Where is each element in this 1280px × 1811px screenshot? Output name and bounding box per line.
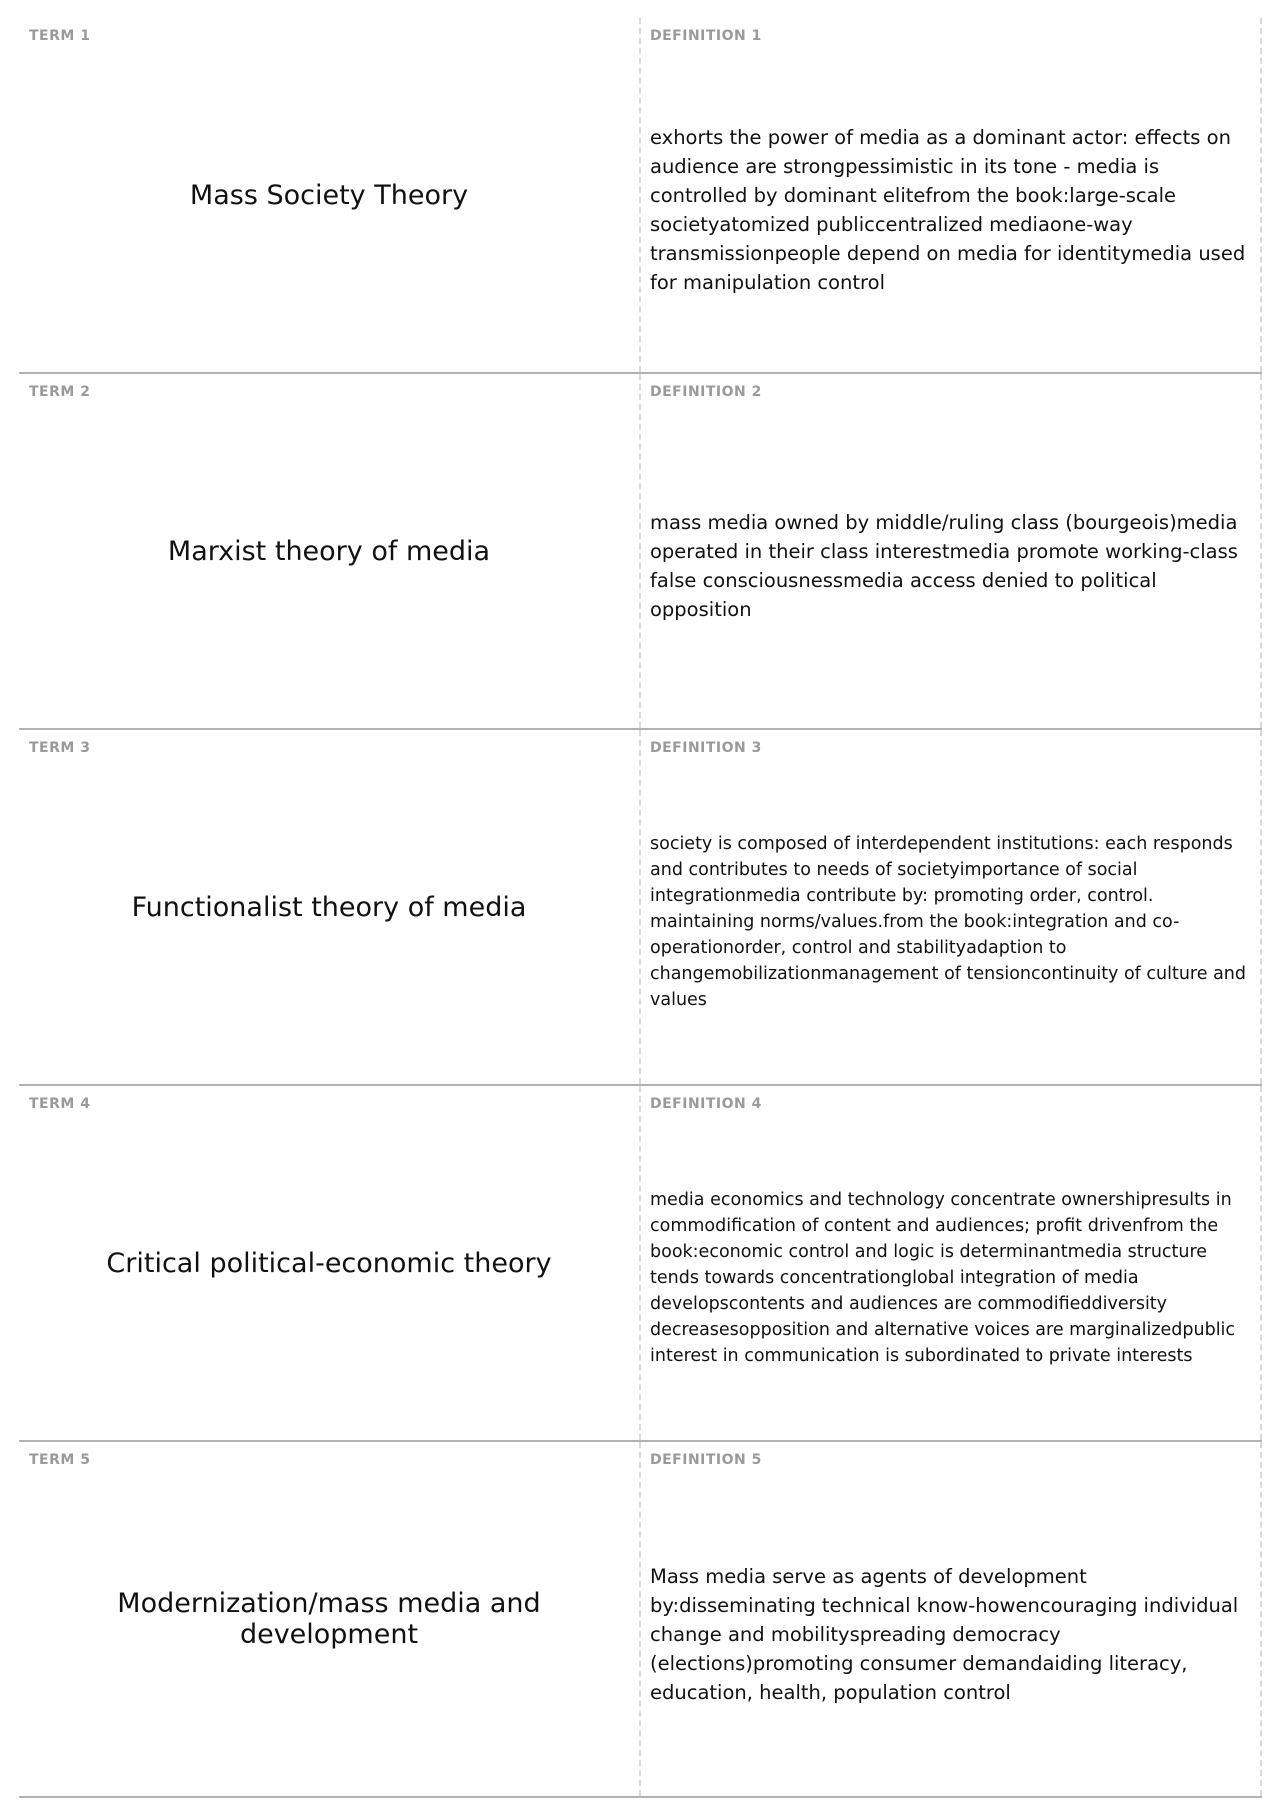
term-value: Marxist theory of media [167,535,491,567]
definition-value: exhorts the power of media as a dominant actor: effects on audience are strongpessimistic in its tone - media is controlled by dominant elitefrom the book:large-scale societyatomized publiccentralized mediaone-way transmissionpeople depend on media for identitymedia used for manipulation control [650,126,1246,294]
term-cell [19,1442,641,1796]
term-value: Modernization/mass media and development [117,1588,541,1650]
definition-cell [641,730,1262,1084]
definition-text [650,58,1250,362]
term-text [19,374,639,728]
definition-label: DEFINITION 1 [650,28,762,44]
card-row [19,1086,1262,1442]
definition-text [650,1482,1250,1786]
definition-label: DEFINITION 3 [650,740,762,756]
term-label: TERM 2 [29,384,91,400]
term-cell [19,730,641,1084]
term-label: TERM 1 [29,28,91,44]
term-text [19,1442,639,1796]
definition-label: DEFINITION 4 [650,1096,762,1112]
definition-label: DEFINITION 2 [650,384,762,400]
term-value: Critical political-economic theory [106,1247,552,1279]
definition-cell [641,1086,1262,1440]
definition-value: media economics and technology concentrate ownershipresults in commodification of content and audiences; profit drivenfrom the book:economic control and logic is determinantmedia structure tends towards concentrationglobal integration of media developscontents and audiences are commodifieddiversity decreasesopposition and alternative voices are marginalizedpublic interest in communication is subordinated to private interests [650,1190,1236,1366]
definition-value: society is composed of interdependent institutions: each responds and contributes to needs of societyimportance of social integrationmedia contribute by: promoting order, control. maintaining norms/values.from the book:integration and co-operationorder, control and stabilityadaption to changemobilizationmanagement of tensioncontinuity of culture and values [650,834,1246,1010]
term-text [19,730,639,1084]
term-text [19,1086,639,1440]
flashcard-sheet [19,18,1262,1798]
card-row [19,1442,1262,1798]
definition-cell [641,374,1262,728]
definition-cell [641,1442,1262,1796]
definition-value: Mass media serve as agents of development by:disseminating technical know-howencouraging individual change and mobilityspreading democracy (elections)promoting consumer demandaiding literacy, education, health, population control [650,1564,1239,1704]
definition-value: mass media owned by middle/ruling class (bourgeois)media operated in their class interestmedia promote working-class false consciousnessmedia access denied to political opposition [650,511,1238,621]
definition-text [650,414,1250,718]
definition-label: DEFINITION 5 [650,1452,762,1468]
term-value: Mass Society Theory [189,179,469,211]
term-text [19,18,639,372]
definition-text [650,1126,1250,1430]
term-label: TERM 4 [29,1096,91,1112]
card-row [19,374,1262,730]
term-label: TERM 5 [29,1452,91,1468]
term-cell [19,18,641,372]
card-row [19,18,1262,374]
term-label: TERM 3 [29,740,91,756]
term-value: Functionalist theory of media [131,891,527,923]
card-row [19,730,1262,1086]
term-cell [19,1086,641,1440]
term-cell [19,374,641,728]
definition-cell [641,18,1262,372]
definition-text [650,770,1250,1074]
